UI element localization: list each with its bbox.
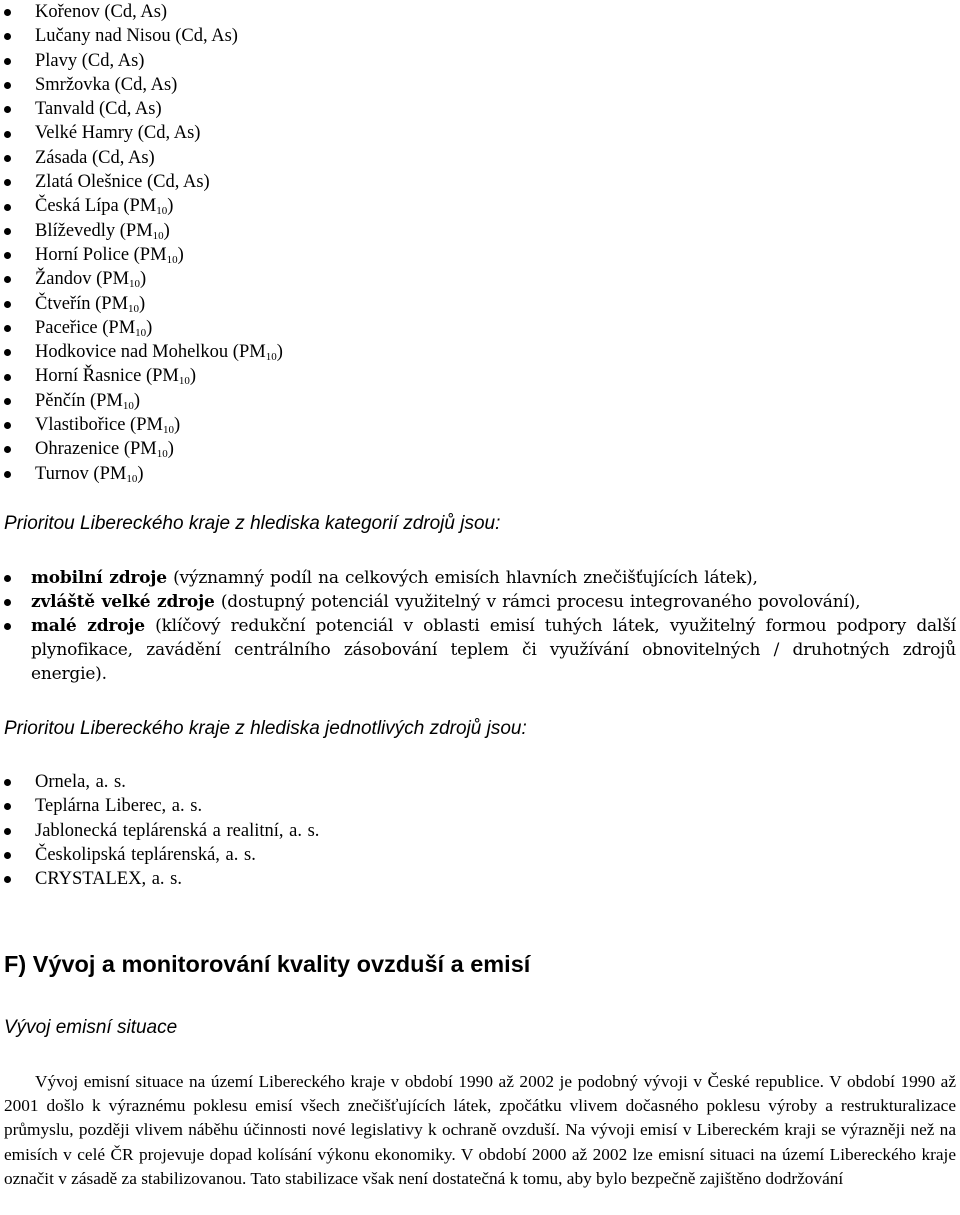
pm-subscript: 10 [122, 399, 134, 412]
locality-name: Kořenov (Cd, As) [35, 2, 168, 22]
source-name: Jablonecká teplárenská a realitní, a. s. [35, 820, 320, 841]
locality-name: Ohrazenice (PM [35, 439, 157, 460]
category-item [0, 614, 956, 686]
locality-item [0, 413, 960, 437]
category-description: (významný podíl na celkových emisích hlavních znečišťujících látek), [166, 568, 758, 588]
pm-close: ) [137, 463, 144, 484]
bullet-icon [4, 828, 11, 835]
bullet-icon [4, 58, 11, 65]
locality-name: Horní Police (PM [35, 244, 167, 265]
pm-close: ) [167, 196, 174, 217]
bullet-icon [4, 575, 11, 582]
source-item [0, 819, 960, 843]
pm-subscript: 10 [129, 278, 141, 291]
pm-subscript: 10 [126, 472, 138, 485]
pm-subscript: 10 [156, 205, 168, 218]
locality-item [0, 24, 960, 48]
pm-subscript: 10 [265, 351, 277, 364]
pm-close: ) [139, 293, 146, 314]
bullet-icon [4, 803, 11, 810]
locality-item [0, 219, 960, 243]
bullet-icon [4, 106, 11, 113]
source-name: Teplárna Liberec, a. s. [35, 796, 203, 817]
heading-priority-sources: Prioritou Libereckého kraje z hlediska jednotlivých zdrojů jsou: [4, 718, 527, 739]
locality-name: Lučany nad Nisou (Cd, As) [35, 26, 238, 47]
locality-name: Horní Řasnice (PM [35, 366, 179, 387]
locality-name: Zlatá Olešnice (Cd, As) [35, 172, 210, 193]
locality-item [0, 364, 960, 388]
source-item [0, 867, 960, 891]
locality-item [0, 97, 960, 121]
pm-close: ) [133, 390, 141, 411]
locality-item [0, 267, 960, 291]
bullet-icon [4, 623, 11, 630]
locality-name: Vlastibořice (PM [35, 415, 163, 436]
locality-name: Zásada (Cd, As) [35, 147, 155, 168]
pm-close: ) [177, 244, 184, 265]
pm-subscript: 10 [166, 253, 178, 266]
pm-close: ) [173, 415, 181, 436]
pm-close: ) [189, 366, 197, 387]
locality-item [0, 146, 960, 170]
bullet-icon [4, 325, 11, 332]
pm-close: ) [146, 317, 153, 338]
locality-name: Turnov (PM [35, 463, 127, 484]
bullet-icon [4, 471, 11, 478]
category-name: zvláště velké zdroje [31, 592, 215, 612]
bullet-icon [4, 852, 11, 859]
category-item [0, 566, 956, 590]
bullet-icon [4, 422, 11, 429]
chapter-title: F) Vývoj a monitorování kvality ovzduší a emisí [4, 951, 531, 977]
bullet-icon [4, 398, 11, 405]
source-item [0, 794, 960, 818]
source-item [0, 770, 960, 794]
pm-close: ) [140, 269, 147, 290]
subsection-title: Vývoj emisní situace [4, 1017, 178, 1038]
locality-name: Plavy (Cd, As) [35, 50, 145, 71]
category-item [0, 590, 956, 614]
heading-priority-categories: Prioritou Libereckého kraje z hlediska kategorií zdrojů jsou: [4, 513, 501, 534]
source-name: Ornela, a. s. [35, 772, 126, 792]
bullet-icon [4, 131, 11, 138]
pm-subscript: 10 [162, 424, 174, 437]
bullet-icon [4, 876, 11, 883]
source-list [0, 770, 960, 891]
locality-name: Pěnčín (PM [35, 390, 123, 411]
pm-subscript: 10 [156, 448, 168, 461]
locality-item [0, 0, 960, 24]
bullet-icon [4, 779, 11, 786]
bullet-icon [4, 276, 11, 283]
bullet-icon [4, 33, 11, 40]
locality-name: Tanvald (Cd, As) [35, 99, 162, 120]
pm-subscript: 10 [178, 375, 190, 388]
bullet-icon [4, 82, 11, 89]
locality-item [0, 316, 960, 340]
locality-name: Smržovka (Cd, As) [35, 74, 178, 95]
bullet-icon [4, 446, 11, 453]
bullet-icon [4, 349, 11, 356]
pm-subscript: 10 [128, 302, 140, 315]
bullet-icon [4, 599, 11, 606]
locality-name: Česká Lípa (PM [35, 196, 157, 217]
locality-item [0, 170, 960, 194]
pm-close: ) [163, 220, 170, 241]
locality-item [0, 292, 960, 316]
category-description: (dostupný potenciál využitelný v rámci procesu integrovaného povolování), [214, 592, 861, 612]
locality-item [0, 49, 960, 73]
locality-item [0, 194, 960, 218]
locality-item [0, 389, 960, 413]
locality-item [0, 121, 960, 145]
bullet-icon [4, 155, 11, 162]
bullet-icon [4, 301, 11, 308]
locality-item [0, 73, 960, 97]
bullet-icon [4, 374, 11, 381]
pm-subscript: 10 [152, 229, 164, 242]
bullet-icon [4, 204, 11, 211]
category-description: (klíčový redukční potenciál v oblasti emisí tuhých látek, využitelný formou podpory další plynofikace, zavádění centrálního zásobování teplem či využívání obnovitelných / druhotných zdrojů energie). [31, 616, 956, 684]
locality-name: Žandov (PM [35, 269, 130, 290]
bullet-icon [4, 252, 11, 259]
bullet-icon [4, 179, 11, 186]
locality-name: Čtveřín (PM [35, 293, 129, 314]
pm-close: ) [167, 439, 174, 460]
locality-name: Paceřice (PM [35, 317, 136, 338]
locality-list [0, 0, 960, 486]
pm-subscript: 10 [135, 326, 147, 339]
locality-name: Blíževedly (PM [35, 220, 153, 241]
category-name: mobilní zdroje [31, 568, 167, 588]
body-paragraph: Vývoj emisní situace na území Libereckého kraje v období 1990 až 2002 je podobný vývoji v České republice. V období 1990 až 2001 došlo k výraznému poklesu emisí všech znečišťujících látek, zpočátku vlivem dočasného poklesu výroby a restrukturalizace průmyslu, později vlivem náběhu účinnosti nové legislativy k ochraně ovzduší. Na vývoji emisí v Libereckém kraji se výrazněji než na emisích v celé ČR projevuje dopad kolísání výkonu ekonomiky. V období 2000 až 2002 lze emisní situaci na území Libereckého kraje označit v zásadě za stabilizovanou. Tato stabilizace však není dostatečná k tomu, aby bylo bezpečně zajištěno dodržování [4, 1072, 956, 1188]
locality-item [0, 437, 960, 461]
locality-name: Velké Hamry (Cd, As) [35, 123, 201, 144]
source-item [0, 843, 960, 867]
pm-close: ) [276, 342, 283, 363]
locality-item [0, 243, 960, 267]
source-name: CRYSTALEX, a. s. [35, 869, 182, 890]
bullet-icon [4, 228, 11, 235]
category-name: malé zdroje [31, 616, 145, 636]
locality-name: Hodkovice nad Mohelkou (PM [35, 342, 266, 363]
locality-item [0, 340, 960, 364]
source-name: Českolipská teplárenská, a. s. [35, 844, 256, 865]
locality-item [0, 462, 960, 486]
category-list [0, 566, 956, 686]
bullet-icon [4, 9, 11, 16]
